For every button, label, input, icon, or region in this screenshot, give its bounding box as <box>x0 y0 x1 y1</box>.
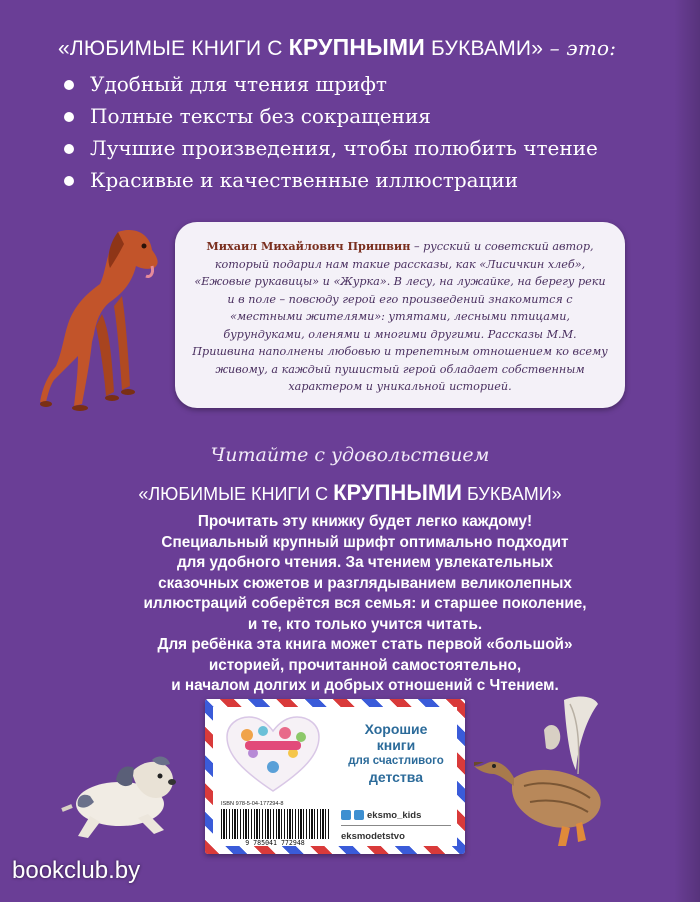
puppy-illustration <box>60 752 200 842</box>
social-network-icon <box>341 810 351 820</box>
series-description: Прочитать эту книжку будет легко каждому! Специальный крупный шрифт оптимально подходит для удобного чтения. За чтением увлекательных сказочных сюжетов и разглядыванием великолепных иллюстраций соберётся вся семья: и старшее поколение, и те, кто только учится читать. Для ребёнка эта книга может стать первой «большой» историей, прочитанной самостоятельно, и началом долгих и добрых отношений с Чтением. <box>143 513 587 694</box>
series-title: «ЛЮБИМЫЕ КНИГИ С КРУПНЫМИ БУКВАМИ» <box>138 480 562 505</box>
barcode-number: 9 785041 772948 <box>245 839 305 847</box>
feature-item: Красивые и качественные иллюстрации <box>62 164 598 196</box>
brand-slogan: Хорошие книги для счастливого детства <box>348 721 444 785</box>
feature-item: Лучшие произведения, чтобы полюбить чтение <box>62 132 598 164</box>
chat-icon <box>354 810 364 820</box>
barcode <box>221 801 329 847</box>
bullet-icon <box>64 144 74 154</box>
series-heading: «ЛЮБИМЫЕ КНИГИ С КРУПНЫМИ БУКВАМИ» – это: <box>58 34 617 60</box>
author-name: Михаил Михайлович Пришвин <box>206 239 411 253</box>
barcode-bars <box>221 809 329 839</box>
social-links <box>341 807 451 844</box>
bullet-icon <box>64 80 74 90</box>
author-bio-text: – русский и советский автор, который подарил нам такие рассказы, как «Лисичкин хлеб», «Ежовые рукавицы» и «Журка». В лесу, на лужайке, на берегу реки и в поле – повсюду герой его произведений знакомится с «местными жителями»: утятами, лесными птицами, бурундуками, оленями и многими другими. Рассказы М.М. Пришвина наполнены любовью и трепетным отношением ко всему живому, а каждый пушистый герой обладает собственным характером и уникальной историей. <box>192 240 608 393</box>
feature-item: Удобный для чтения шрифт <box>62 68 598 100</box>
bullet-icon <box>64 176 74 186</box>
site-name: eksmodetstvo <box>341 830 405 842</box>
watermark: bookclub.by <box>12 857 141 884</box>
social-handle: eksmo_kids <box>367 809 422 821</box>
feature-item: Полные тексты без сокращения <box>62 100 598 132</box>
brand-stamp <box>205 699 465 854</box>
heart-logo-icon <box>223 715 323 793</box>
isbn-text: ISBN 978-5-04-177294-8 <box>221 801 284 807</box>
divider <box>341 825 451 826</box>
feature-list <box>62 68 598 196</box>
duck-illustration <box>474 690 624 858</box>
read-heading: Читайте с удовольствием <box>210 444 490 466</box>
author-bio-card <box>175 222 625 408</box>
envelope-body <box>213 707 457 846</box>
red-dog-illustration <box>40 222 170 422</box>
bullet-icon <box>64 112 74 122</box>
